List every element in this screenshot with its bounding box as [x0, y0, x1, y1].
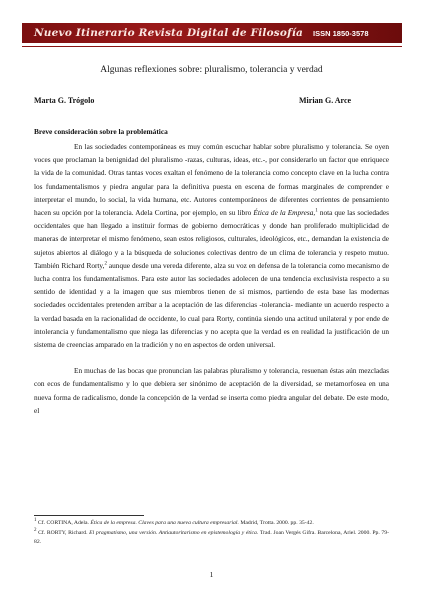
paragraph-1-text-a: En las sociedades contemporáneas es muy común escuchar hablar sobre pluralismo y tolerancia. Se oyen voces que proclaman la benignidad del pluralismo -razas, culturas, ideas, etc.-, por considerarlo un factor que enriquece la vida de la comunidad. Otras tantas voces exaltan el fenómeno de la tolerancia como concepto clave en la lucha contra los fundamentalismos y piedra angular para la definitiva puesta en escena de formas marginales de comprender e interpretar el mundo, lo social, la vida humana, etc. Autores contemporáneos de diferentes corrientes de pensamiento hacen su opción por la tolerancia. Adela Cortina, por ejemplo, en su libro: [34, 142, 389, 218]
footnote-2-italic: El pragmatismo, una versión. Antiautoritarismo en epistemología y ética.: [89, 530, 259, 537]
footnote-2-text-c: Trad. Joan Vergés Gifra. Barcelona, Ariel. 2000. Pp. 79-82.: [34, 530, 390, 545]
footnote-1-text-a: Cf. CORTINA, Adela.: [36, 520, 91, 526]
section-heading: Breve consideración sobre la problemática: [34, 127, 168, 136]
footnote-ref-1[interactable]: 1: [315, 208, 318, 214]
author-left: Marta G. Trógolo: [34, 96, 95, 105]
footnotes: [34, 519, 389, 546]
footnote-2-text-a: Cf. RORTY, Richard.: [36, 530, 90, 537]
footnote-ref-2[interactable]: 2: [104, 261, 107, 267]
header-divider: [22, 46, 402, 47]
footnote-2: [34, 529, 389, 546]
footnote-1-italic: Ética de la empresa. Claves para una nueva cultura empresarial.: [90, 520, 239, 526]
journal-issn: ISSN 1850-3578: [313, 28, 369, 38]
page-number: 1: [209, 570, 214, 579]
journal-header-banner: [22, 23, 402, 43]
footnote-1: [34, 519, 389, 527]
body-text: [34, 140, 389, 417]
paragraph-1-text-c: nota que las sociedades occidentales que han llegado a instituir formas de gobierno democráticas y donde han proliferado multiplicidad de maneras de interpretar el mismo fenómeno, sean estos religiosos, culturales, ideológicos, etc., demandan la existencia de sujetos abiertos al diálogo y a la búsqueda de soluciones colectivas dentro de un clima de tolerancia y respeto mutuo. También Richard Rorty,: [34, 208, 389, 270]
paragraph-2: En muchas de las bocas que pronuncian las palabras pluralismo y tolerancia, resuenan éstas aún mezcladas con ecos de fundamentalismo y lo que debiera ser sinónimo de aceptación de la diversidad, se metamorfosea en una nueva forma de radicalismo, donde la concepción de la verdad se inserta como piedra angular del debate. De este modo, el: [34, 366, 389, 415]
footnote-1-number: 1: [34, 518, 37, 524]
book-title-italic: Ética de la Empresa,: [253, 208, 316, 218]
journal-title: Nuevo Itinerario Revista Digital de Filosofía: [34, 27, 304, 39]
author-right: Mirian G. Arce: [299, 96, 352, 105]
footnote-1-text-c: Madrid, Trotta. 2000. pp. 35-42.: [238, 520, 314, 526]
article-title: Algunas reflexiones sobre: pluralismo, tolerancia y verdad: [100, 65, 323, 75]
paragraph-1-text-d: aunque desde una vereda diferente, alza su voz en defensa de la tolerancia como mecanismo de lucha contra los fundamentalismos. Para este autor las sociedades adolecen de una tendencia exclusivista respecto a su sentido de identidad y a la imagen que sus miembros tienen de sí mismos, partiendo de esta base las modernas sociedades occidentales pretenden arribar a la aceptación de las diferencias -tolerancia- mediante un acuerdo respecto a la verdad basada en la racionalidad de occidente, lo cual para Rorty, continúa siendo una actitud unilateral y por ende de intolerancia y fundamentalismo que niega las diferencias y no acepta que la verdad es en realidad la justificación de un sistema de creencias amparado en la tradición y no en aspectos de orden universal.: [34, 260, 389, 350]
footnote-2-number: 2: [34, 528, 37, 534]
footnote-divider: [34, 515, 144, 516]
paragraph-1: [34, 140, 389, 351]
